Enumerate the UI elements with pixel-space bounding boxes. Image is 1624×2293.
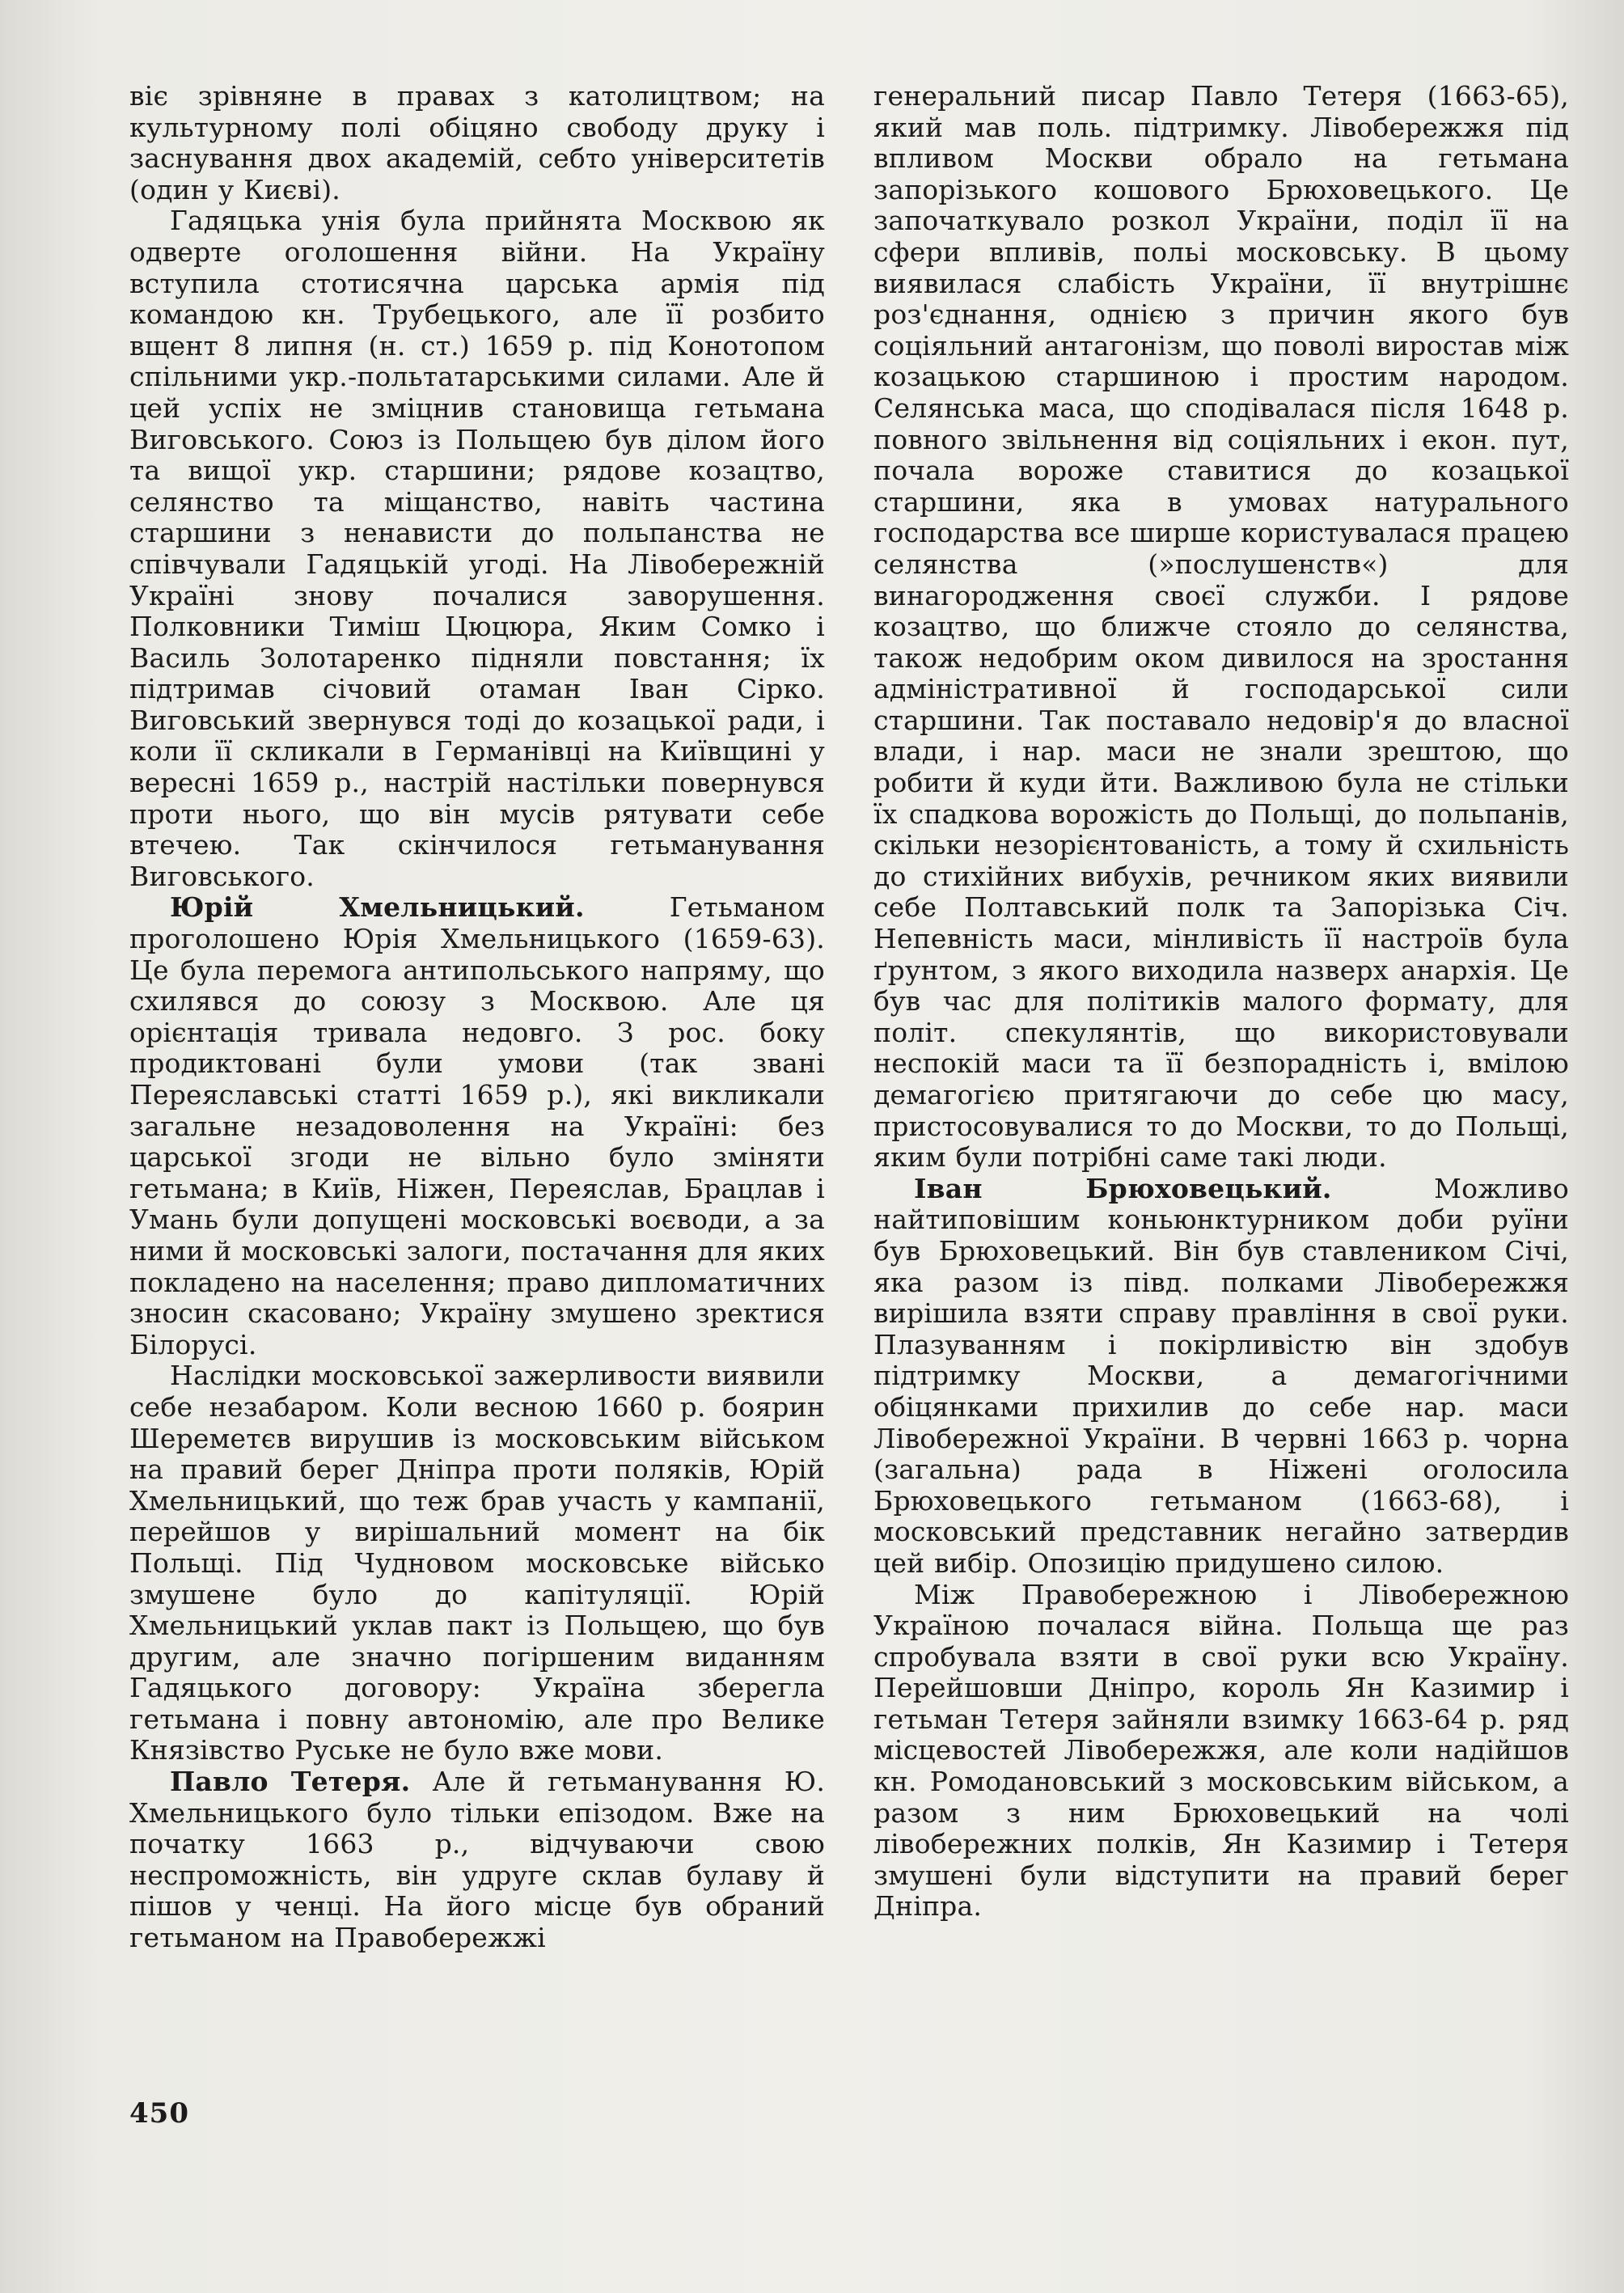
- section-heading-yurii-khmelnytskyi: Юрій Хмельницький.: [170, 891, 585, 924]
- page-number: 450: [129, 2097, 189, 2130]
- left-column: [129, 81, 825, 1954]
- section-heading-ivan-briukhovetskyi: Іван Брюховецький.: [914, 1172, 1332, 1204]
- right-column: [873, 81, 1569, 1923]
- paragraph-text: Але й гетьманування Ю. Хмельницького було тільки епізодом. Вже на початку 1663 р., відчуваючи свою неспроможність, він удруге склав булаву й пішов у ченці. На його місце був обраний гетьманом на Правобережжі: [129, 1766, 826, 1954]
- paragraph-text: віє зрівняне в правах з католицтвом; на культурному полі обіцяно свободу друку і заснування двох академій, себто університетів (один у Києві).: [129, 80, 825, 205]
- paragraph-text: генеральний писар Павло Тетеря (1663-65), який мав поль. підтримку. Лівобережжя під впливом Москви обрало на гетьмана запорізького кошового Брюховецького. Це започаткувало розкол України, поділ її на сфери впливів, польі московську. В цьому виявилася слабість України, її внутрішнє роз'єднання, однією з причин якого був соціяльний антагонізм, що поволі виростав між козацькою старшиною і простим народом. Селянська маса, що сподівалася після 1648 р. повного звільнення від соціяльних і екон. пут, почала вороже ставитися до козацької старшини, яка в умовах натурального господарства все ширше користувалася працею селянства (»послушенств«) для винагородження своєї служби. І рядове козацтво, що ближче стояло до селянства, також недобрим оком дивилося на зростання адміністративної й господарської сили старшини. Так поставало недовір'я до власної влади, і нар. маси не знали зрештою, що робити й куди йти. Важливою була не стільки їх спадкова ворожість до Польщі, до польпанів, скільки незорієнтованість, а тому й схильність до стихійних вибухів, речником яких виявили себе Полтавський полк та Запорізька Січ. Непевність маси, мінливість її настроїв була ґрунтом, з якого виходила назверх анархія. Це був час для політиків малого формату, для політ. спекулянтів, що використовували неспокій маси та її безпорадність і, вмілою демагогією притягаючи до себе цю масу, пристосовувалися то до Москви, то до Польщі, яким були потрібні саме такі люди.: [873, 80, 1569, 1174]
- paragraph-left-4: [129, 1360, 825, 1766]
- paragraph-right-2: [873, 1174, 1569, 1580]
- paragraph-text: Можливо найтиповішим коньюнктурником доби руїни був Брюховецький. Він був ставлеником Січі, яка разом із півд. полками Лівобережжя вирішила взяти справу правління в свої руки. Плазуванням і покірливістю він здобув підтримку Москви, а демагогічними обіцянками прихилив до себе нар. маси Лівобережної України. В червні 1663 р. чорна (загальна) рада в Ніжені оголосила Брюховецького гетьманом (1663-68), і московський представник негайно затвердив цей вибір. Опозицію придушено силою.: [873, 1172, 1569, 1579]
- paragraph-left-5: [129, 1766, 825, 1954]
- paragraph-text: Гадяцька унія була прийнята Москвою як одверте оголошення війни. На Україну вступила стотисячна царська армія під командою кн. Трубецького, але її розбито вщент 8 липня (н. ст.) 1659 р. під Конотопом спільними укр.-польтатарськими силами. Але й цей успіх не зміцнив становища гетьмана Виговського. Союз із Польщею був ділом його та вищої укр. старшини; рядове козацтво, селянство та міщанство, навіть частина старшини з ненависти до польпанства не співчували Гадяцькій угоді. На Лівобережній Україні знову почалися заворушення. Полковники Тиміш Цюцюра, Яким Сомко і Василь Золотаренко підняли повстання; їх підтримав січовий отаман Іван Сірко. Виговський звернувся тоді до козацької ради, і коли її скликали в Германівці на Київщині у вересні 1659 р., настрій настільки повернувся проти нього, що він мусів рятувати себе втечею. Так скінчилося гетьманування Виговського.: [129, 205, 825, 892]
- paragraph-text: Гетьманом проголошено Юрія Хмельницького (1659-63). Це була перемога антипольського напряму, що схилявся до союзу з Москвою. Але ця орієнтація тривала недовго. З рос. боку продиктовані були умови (так звані Переяславські статті 1659 р.), які викликали загальне незадоволення на Україні: без царської згоди не вільно було зміняти гетьмана; в Київ, Ніжен, Переяслав, Брацлав і Умань були допущені московські воєводи, а за ними й московські залоги, постачання для яких покладено на населення; право дипломатичних зносин скасовано; Україну змушено зректися Білорусі.: [129, 891, 825, 1360]
- paragraph-right-3: [873, 1580, 1569, 1923]
- paragraph-left-3: [129, 892, 825, 1360]
- section-heading-pavlo-teteria: Павло Тетеря.: [170, 1766, 411, 1798]
- paragraph-right-1: [873, 81, 1569, 1174]
- paragraph-text: Між Правобережною і Лівобережною Україною почалася війна. Польща ще раз спробувала взяти в свої руки всю Україну. Перейшовши Дніпро, король Ян Казимир і гетьман Тетеря зайняли взимку 1663-64 р. ряд місцевостей Лівобережжя, але коли надійшов кн. Ромодановський з московським військом, а разом з ним Брюховецький на чолі лівобережних полків, Ян Казимир і Тетеря змушені були відступити на правий берег Дніпра.: [873, 1578, 1569, 1923]
- paragraph-text: Наслідки московської зажерливости виявили себе незабаром. Коли весною 1660 р. боярин Шереметєв вирушив із московським військом на правий берег Дніпра проти поляків, Юрій Хмельницький, що теж брав участь у кампанії, перейшов у вирішальний момент на бік Польщі. Під Чудновом московське військо змушене було до капітуляції. Юрій Хмельницький уклав пакт із Польщею, що був другим, але значно погіршеним виданням Гадяцького договору: Україна зберегла гетьмана і повну автономію, але про Велике Князівство Руське не було вже мови.: [129, 1360, 825, 1766]
- paragraph-left-1: [129, 81, 825, 205]
- paragraph-left-2: [129, 205, 825, 892]
